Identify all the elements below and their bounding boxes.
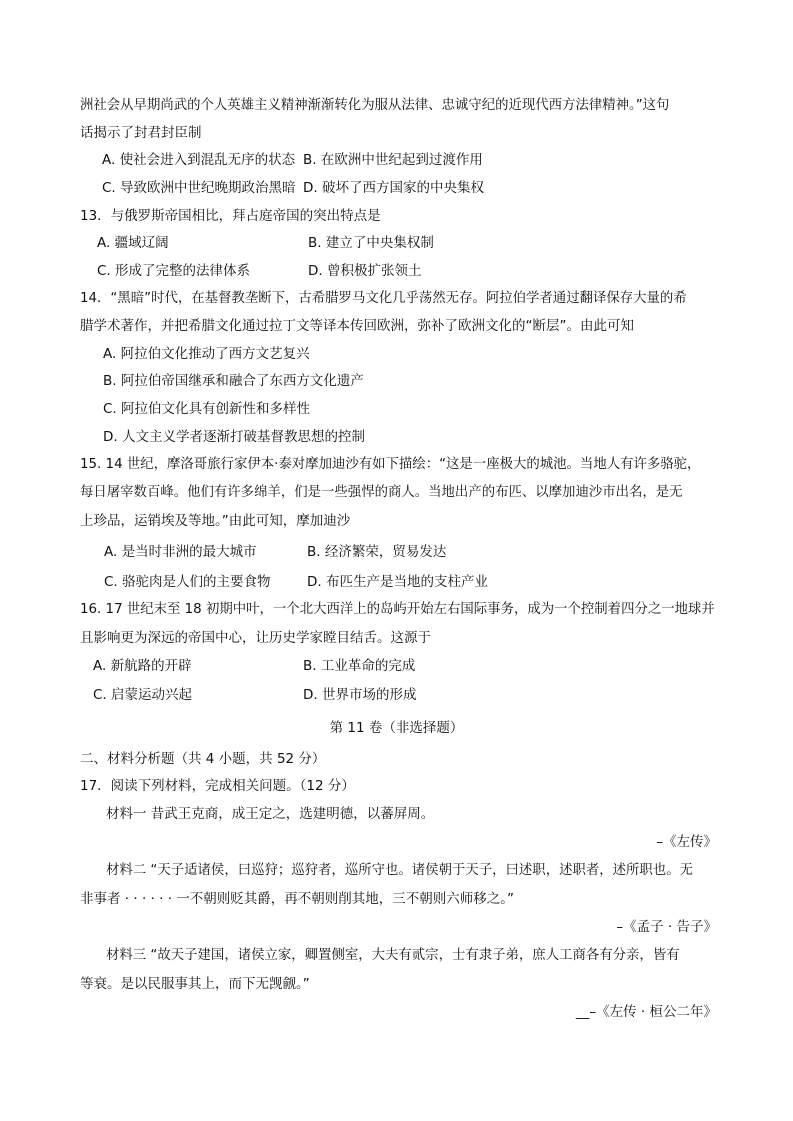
- option-c: C. 导致欧洲中世纪晚期政治黑暗: [102, 180, 296, 196]
- option-d: D. 世界市场的形成: [303, 687, 417, 703]
- citation: __–《左传 · 桓公二年》: [575, 1004, 717, 1020]
- option-d: D. 人文主义学者逐渐打破基督教思想的控制: [103, 429, 365, 445]
- option-c: C. 骆驼肉是人们的主要食物: [104, 574, 271, 590]
- citation: –《左传》: [656, 834, 717, 850]
- option-d: D. 曾积极扩张领土: [308, 263, 422, 279]
- text-line: 上珍品，运销埃及等地。”由此可知，摩加迪沙: [80, 513, 351, 529]
- option-b: B. 建立了中央集权制: [308, 235, 434, 251]
- question-17: 17．阅读下列材料，完成相关问题。（12 分）: [80, 778, 355, 794]
- text-line: 话揭示了封君封臣制: [80, 125, 202, 141]
- option-a: A. 新航路的开辟: [93, 658, 192, 674]
- option-b: B. 在欧洲中世纪起到过渡作用: [303, 152, 483, 168]
- option-a: A. 阿拉伯文化推动了西方文艺复兴: [103, 346, 310, 362]
- option-b: B. 工业革命的完成: [303, 658, 416, 674]
- option-c: C. 形成了完整的法律体系: [97, 263, 251, 279]
- section-title: 第 11 卷（非选择题）: [329, 720, 464, 736]
- option-c: C. 启蒙运动兴起: [93, 687, 193, 703]
- text-line: 且影响更为深远的帝国中心，让历史学家瞠目结舌。这源于: [80, 630, 431, 646]
- question-15: 15. 14 世纪，摩洛哥旅行家伊本·泰对摩加迪沙有如下描绘：“这是一座极大的城池。当地人有许多骆驼，: [80, 457, 701, 472]
- text-line: 每日屠宰数百峰。他们有许多绵羊，们是一些强悍的商人。当地出产的布匹、以摩加迪沙市出名，是无: [80, 485, 683, 500]
- material-1: 材料一 昔武王克商，成王定之，选建明德，以蕃屏周。: [106, 806, 435, 822]
- material-3: 材料三 “故天子建国，诸侯立家，卿置侧室，大夫有贰宗，士有隶子弟，庶人工商各有分亲，皆有: [106, 948, 680, 963]
- option-a: A. 是当时非洲的最大城市: [104, 544, 257, 560]
- question-13: 13．与俄罗斯帝国相比，拜占庭帝国的突出特点是: [80, 208, 381, 224]
- option-b: B. 经济繁荣，贸易发达: [307, 544, 447, 560]
- text-line: 等衰。是以民服事其上，而下无觊觎。”: [80, 976, 310, 992]
- question-16: 16. 17 世纪末至 18 初期中叶，一个北大西洋上的岛屿开始左右国际事务，成为一个控制着四分之一地球并: [80, 602, 715, 617]
- text-line: 非事者 · · · · · · 一不朝则贬其爵，再不朝则削其地，三不朝则六师移之。”: [80, 891, 515, 907]
- option-b: B. 阿拉伯帝国继承和融合了东西方文化遗产: [103, 373, 364, 389]
- option-c: C. 阿拉伯文化具有创新性和多样性: [103, 401, 311, 417]
- material-2: 材料二 “天子适诸侯，曰巡狩；巡狩者，巡所守也。诸侯朝于天子，曰述职，述职者，述所职也。无: [106, 863, 693, 878]
- option-a: A. 使社会进入到混乱无序的状态: [102, 152, 296, 168]
- question-14: 14．“黑暗”时代，在基督教垄断下，古希腊罗马文化几乎荡然无存。阿拉伯学者通过翻译保存大量的希: [80, 291, 687, 306]
- option-d: D. 破坏了西方国家的中央集权: [303, 180, 484, 196]
- text-line: 腊学术著作，并把希腊文化通过拉丁文等译本传回欧洲，弥补了欧洲文化的“断层”。由此可知: [80, 318, 634, 334]
- section-heading: 二、材料分析题（共 4 小题，共 52 分）: [80, 751, 326, 767]
- option-a: A. 疆域辽阔: [97, 235, 169, 251]
- citation: –《孟子 · 告子》: [616, 919, 717, 935]
- text-line: 洲社会从早期尚武的个人英雄主义精神渐渐转化为服从法律、忠诚守纪的近现代西方法律精神。”这句: [80, 98, 670, 113]
- option-d: D. 布匹生产是当地的支柱产业: [307, 574, 488, 590]
